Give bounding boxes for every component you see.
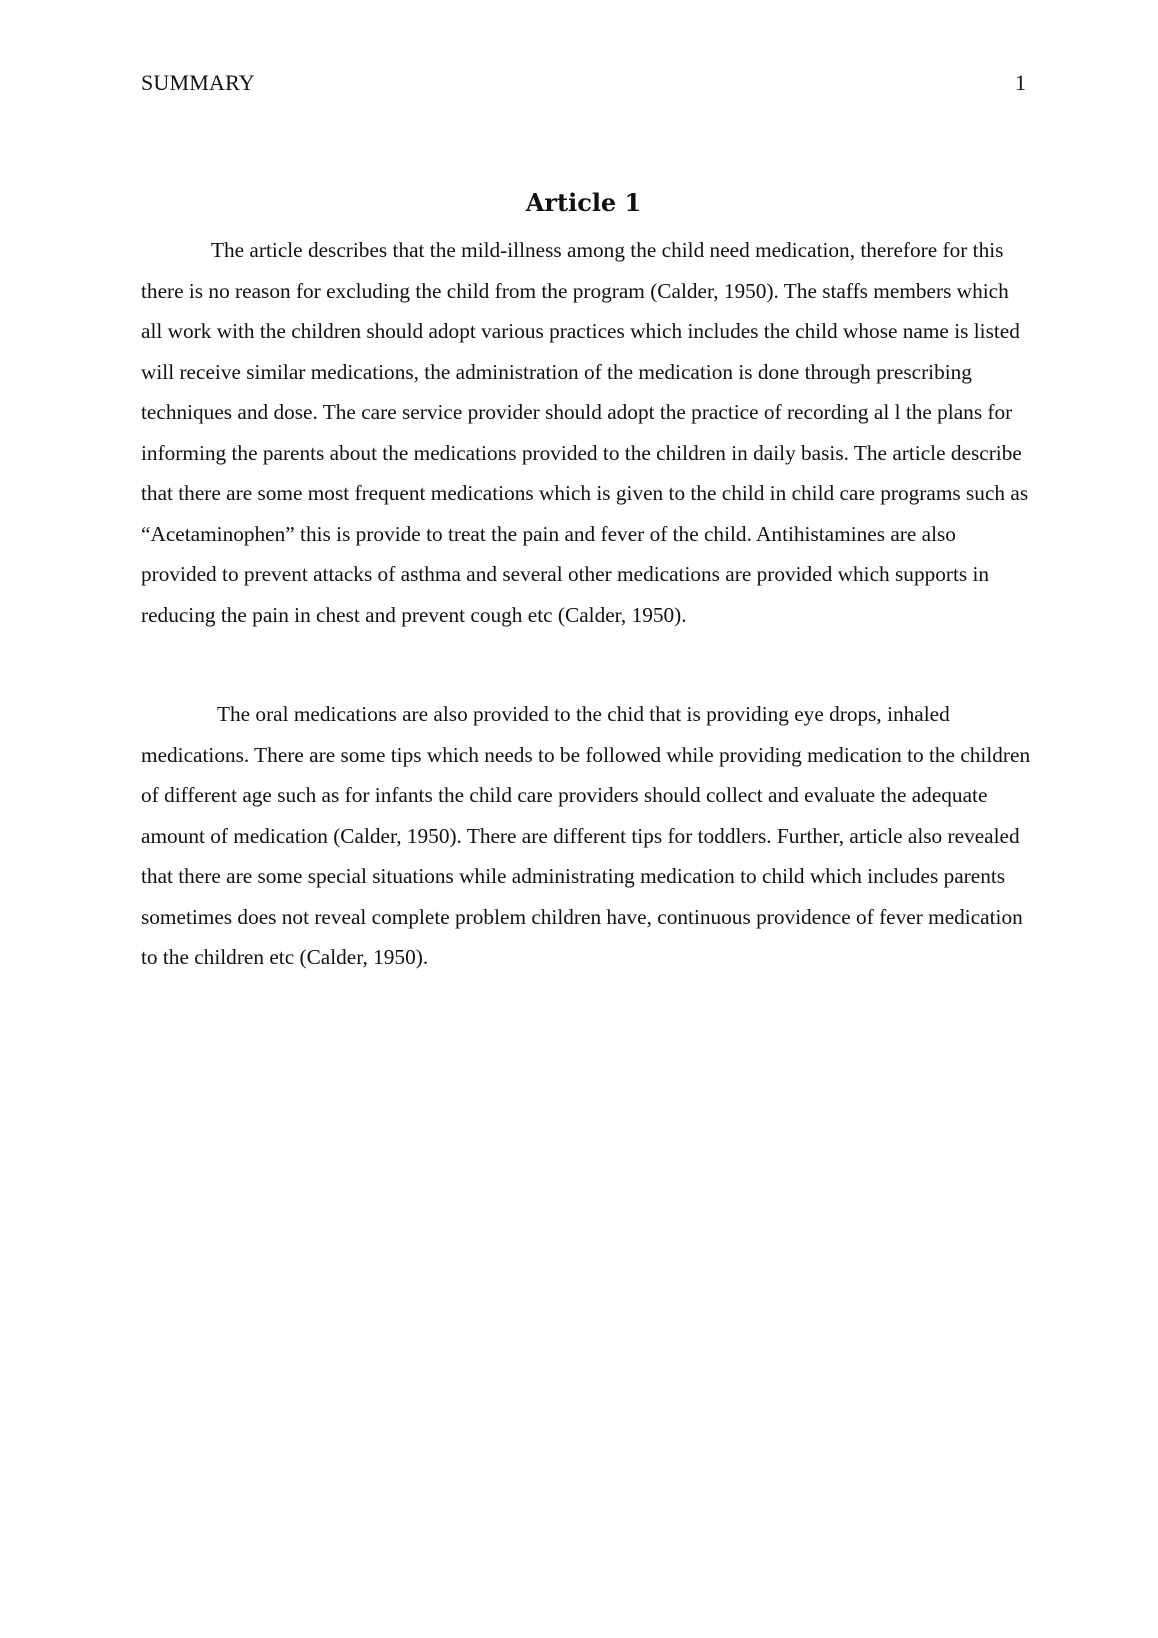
paragraph-2-text: The oral medications are also provided to the chid that is providing eye drops, inhaled medications. There are some tips which needs to be followed while providing medication to the children of different age such as for infants the child care providers should collect and evaluate the adequate amount of medication (Calder, 1950). There are different tips for toddlers. Further, article also revealed that there are some special situations while administrating medication to child which includes parents sometimes does not reveal complete problem children have, continuous providence of fever medication to the children etc (Calder, 1950). bbox=[141, 702, 1031, 969]
running-head: SUMMARY bbox=[141, 70, 255, 95]
page-number: 1 bbox=[1015, 70, 1026, 95]
paragraph-2 bbox=[141, 694, 1031, 978]
paragraph-1-text: The article describes that the mild-illness among the child need medication, therefore for this there is no reason for excluding the child from the program (Calder, 1950). The staffs members which all work with the children should adopt various practices which includes the child whose name is listed will receive similar medications, the administration of the medication is done through prescribing techniques and dose. The care service provider should adopt the practice of recording al l the plans for informing the parents about the medications provided to the children in daily basis. The article describe that there are some most frequent medications which is given to the child in child care programs such as “Acetaminophen” this is provide to treat the pain and fever of the child. Antihistamines are also provided to prevent attacks of asthma and several other medications are provided which supports in reducing the pain in chest and prevent cough etc (Calder, 1950). bbox=[141, 238, 1029, 627]
article-title: Article 1 bbox=[525, 188, 642, 217]
paragraph-1 bbox=[141, 230, 1031, 635]
